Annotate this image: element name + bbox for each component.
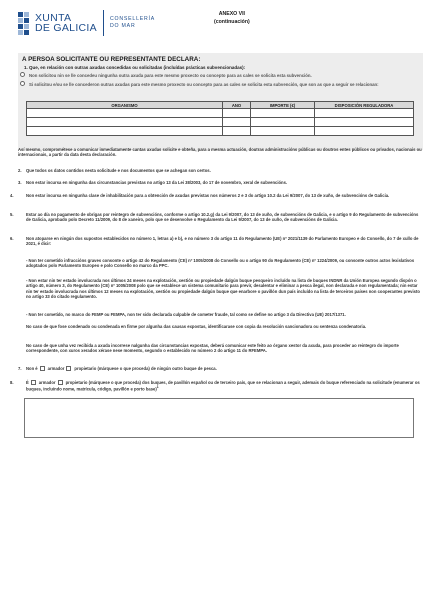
col-importe: IMPORTE (€) <box>251 102 315 109</box>
checkbox-7-armador[interactable] <box>40 366 45 371</box>
vessels-list-textarea[interactable] <box>24 398 414 438</box>
declaration-2: 2. Que todos os datos contidos nesta solicitude e nos documentos que se achegan son certos. <box>18 168 211 173</box>
radio-no-aid[interactable] <box>20 72 25 77</box>
declaration-6: 6. Non atoparse en ningún dos supostos establecidos no número 1, letras a) e b), e no número 3 do artigo 11 do Regulamento (UE) nº 2021/1139 do Parlamento Europeo e do Consello, do 7 de xullo de 2021, é dicir: <box>10 236 419 247</box>
option-no-other-aid[interactable]: Non solicitou nin se lle concedeu ningunha outra axuda para este mesmo proxecto ou concepto para as cales se solicita esta subvención. <box>20 73 312 78</box>
annex-title: ANEXO VII (continuación) <box>214 11 250 25</box>
cell-disposicion[interactable] <box>315 118 414 127</box>
table-row <box>27 127 414 136</box>
declaration-6c: - Non ter cometido, no marco do FEMP ou FEMPA, non ter sido declarada culpable de cometer fraude, tal como se define no artigo 3 da Directiva (UE) 2017/1371. <box>26 312 346 317</box>
cell-ano[interactable] <box>223 118 251 127</box>
question-1: 1. Que, en relación con outras axudas concedidas ou solicitadas (incluídas prácticas subvencionadas): <box>24 65 246 70</box>
radio-other-aid[interactable] <box>20 81 25 86</box>
other-aid-table <box>26 101 414 136</box>
commitment-paragraph: Así mesmo, comprométese a comunicar inmediatamente cantas axudas solicite e obteña, para a mesma actuación, doutras administracións públicas ou doutros entes públicos ou privados, nacionais ou internacionais, a partir da data desta declaración. <box>18 147 422 158</box>
declaration-8: 8. É armador propietario (márquese o que proceda) dos buques, de pavillón español ou de terceiro país, que se relacionan a seguir, ademais do buque referenciado na solicitude (enumerar os buques, incluíndo nome, matrícula, código, pavillón e porto base)$^1$ <box>10 380 420 392</box>
section-title: A PERSOA SOLICITANTE OU REPRESENTANTE DECLARA: <box>22 56 201 63</box>
logo-department: CONSELLERÍA DO MAR <box>109 16 156 29</box>
declaration-7: 7. Non é armador propietario (márquese o que proceda) de ningún outro buque de pesca. <box>18 366 217 371</box>
logo-wordmark: XUNTA DE GALICIA <box>35 12 97 34</box>
cell-ano[interactable] <box>223 109 251 118</box>
xunta-logo-icon <box>18 10 31 36</box>
declaration-4: 4. Non estar incursa en ningunha clase de inhabilitación para a obtención de axudas previstas nos números 2 e 3 do artigo 10.2 da Lei 9/2007, do 13 de xuño, de subvencións de Galicia. <box>10 193 390 198</box>
option-other-aid[interactable]: Si solicitou e/ou se lle concederon outras axudas para este mesmo proxecto ou concepto para as cales se solicita esta subvención, que son as que a seguir se relacionan: <box>20 82 400 87</box>
checkbox-8-propietario[interactable] <box>58 380 63 385</box>
declaration-6e: No caso de que unha vez recibida a axuda incorrese nalgunha das circunstancias expostas, deberá comunicar este feito ao órgano xestor da axuda, para proceder ao reintegro do importe correspondente, con xuros xerados xérase nese momento, segundo o establecido no número 2 do artigo 11 do RFEMPA. <box>26 343 399 354</box>
cell-ano[interactable] <box>223 127 251 136</box>
declaration-6b: - Non estar nin ter estado involucrada nos últimos 24 meses na explotación, xestión ou propiedade dalgún buque pesqueiro incluído na lista de buques INDNR da Unión Europea segundo dispón o artigo 40, número 3, do Regulamento (CE) nº 1005/2008 polo que se establece un sistema comunitario para previr, desalentar e eliminar a pesca ilegal, non declarada e non regulamentada; nin estar nin ter estado involucrada nos últimos 12 meses na explotación, xestión ou propiedade dalgún buque que enarbore o pavillón dun país incluído na lista de terceiros países non cooperantes previsto no artigo 33 do citado regulamento. <box>26 278 420 300</box>
logo-divider <box>103 10 104 36</box>
declaration-5: 5. Estar ao día no pagamento de obrigas por reintegro de subvencións, conforme o artigo 10.2.g) da Lei 9/2007, do 13 de xuño, de subvencións de Galicia, e o artigo 9 do Regulamento de subvencións de Galicia, aprobado polo Decreto 11/2009, do 8 de xaneiro, polo que se desenvolve o Regulamento da Lei 9/2007, do 13 de xuño, de subvencións de Galicia. <box>10 212 419 223</box>
col-disposicion: DISPOSICIÓN REGULADORA <box>315 102 414 109</box>
table-row <box>27 118 414 127</box>
cell-importe[interactable] <box>251 127 315 136</box>
declaration-6d: No caso de que fose condenado ou condenada en firme por algunha das causas expostas, identificarase con copia da resolución sancionadora ou sentenza condenatoria. <box>26 324 367 329</box>
checkbox-8-armador[interactable] <box>31 380 36 385</box>
declaration-3: 3. Non estar incursa en ningunha das circunstancias previstas no artigo 13 da Lei 38/2003, do 17 de novembro, xeral de subvencións. <box>18 180 288 185</box>
table-row <box>27 109 414 118</box>
col-ano: ANO <box>223 102 251 109</box>
cell-importe[interactable] <box>251 109 315 118</box>
declaration-6a: - Non ter cometido infraccións graves consonte o artigo 42 do Regulamento (CE) nº 1005/2008 do Consello ou o artigo 90 do Regulamento (CE) nº 1224/2009, ou consonte outros actos lexislativos adoptados polo Parlamento Europeo e polo Consello no marco da PPC. <box>26 258 415 269</box>
cell-disposicion[interactable] <box>315 127 414 136</box>
cell-organismo[interactable] <box>27 118 223 127</box>
declaration-section <box>18 53 423 150</box>
checkbox-7-propietario[interactable] <box>66 366 71 371</box>
cell-disposicion[interactable] <box>315 109 414 118</box>
xunta-logo <box>18 10 155 36</box>
cell-importe[interactable] <box>251 118 315 127</box>
col-organismo: ORGANISMO <box>27 102 223 109</box>
document-header <box>18 10 423 46</box>
cell-organismo[interactable] <box>27 127 223 136</box>
cell-organismo[interactable] <box>27 109 223 118</box>
